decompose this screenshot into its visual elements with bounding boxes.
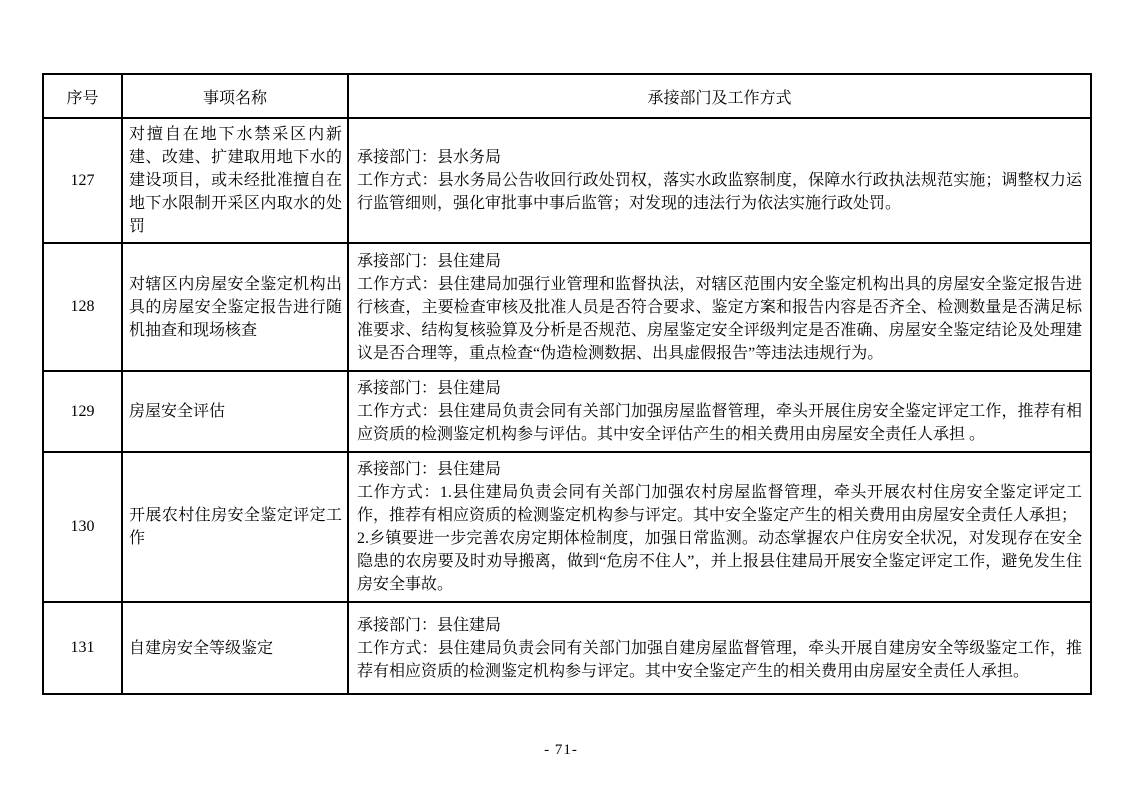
detail-method: 工作方式：县住建局负责会同有关部门加强自建房屋监督管理，牵头开展自建房安全等级鉴定工作，推荐有相应资质的检测鉴定机构参与评定。其中安全鉴定产生的相关费用由房屋安全责任人承担。 xyxy=(357,639,1082,680)
row-detail xyxy=(348,371,1091,452)
table-row xyxy=(43,602,1091,694)
row-detail xyxy=(348,243,1091,371)
detail-method: 工作方式：1.县住建局负责会同有关部门加强农村房屋监督管理，牵头开展农村住房安全鉴定评定工作，推荐有相应资质的检测鉴定机构参与评定。其中安全鉴定产生的相关费用由房屋安全责任人承担； xyxy=(357,484,1082,524)
header-dept-and-method: 承接部门及工作方式 xyxy=(348,74,1091,118)
row-index: 131 xyxy=(43,602,122,694)
row-detail xyxy=(348,118,1091,243)
header-index: 序号 xyxy=(43,74,122,118)
row-item-name: 对辖区内房屋安全鉴定机构出具的房屋安全鉴定报告进行随机抽查和现场核查 xyxy=(122,243,348,371)
row-index: 130 xyxy=(43,452,122,602)
header-item-name: 事项名称 xyxy=(122,74,348,118)
table-header-row xyxy=(43,74,1091,118)
page-number: - 71- xyxy=(544,742,578,758)
detail-department: 承接部门：县住建局 xyxy=(357,616,502,634)
table-row xyxy=(43,118,1091,243)
table-row xyxy=(43,371,1091,452)
detail-department: 承接部门：县水务局 xyxy=(357,149,502,166)
row-detail xyxy=(348,602,1091,694)
detail-method: 工作方式：县住建局加强行业管理和监督执法，对辖区范围内安全鉴定机构出具的房屋安全鉴定报告进行核查，主要检查审核及批准人员是否符合要求、鉴定方案和报告内容是否齐全、检测数量是否满足标准要求、结构复核验算及分析是否规范、房屋鉴定安全评级判定是否准确、房屋安全鉴定结论及处理建议是否合理等，重点检查“伪造检测数据、出具虚假报告”等违法违规行为。 xyxy=(357,275,1082,362)
table-row xyxy=(43,452,1091,602)
detail-extra: 2.乡镇要进一步完善农房定期体检制度，加强日常监测。动态掌握农户住房安全状况，对发现存在安全隐患的农房要及时劝导搬离，做到“危房不住人”，并上报县住建局开展安全鉴定评定工作，避免发生住房安全事故。 xyxy=(357,530,1082,593)
row-index: 127 xyxy=(43,118,122,243)
row-index: 129 xyxy=(43,371,122,452)
row-detail xyxy=(348,452,1091,602)
row-item-name: 对擅自在地下水禁采区内新建、改建、扩建取用地下水的建设项目，或未经批准擅自在地下水限制开采区内取水的处罚 xyxy=(122,118,348,243)
row-item-name: 自建房安全等级鉴定 xyxy=(122,602,348,694)
detail-department: 承接部门：县住建局 xyxy=(357,380,502,397)
items-table xyxy=(42,73,1092,695)
detail-department: 承接部门：县住建局 xyxy=(357,461,502,478)
row-item-name: 开展农村住房安全鉴定评定工作 xyxy=(122,452,348,602)
detail-method: 工作方式：县水务局公告收回行政处罚权，落实水政监察制度，保障水行政执法规范实施；调整权力运行监管细则，强化审批事中事后监管；对发现的违法行为依法实施行政处罚。 xyxy=(357,172,1082,212)
row-index: 128 xyxy=(43,243,122,371)
table-row xyxy=(43,243,1091,371)
detail-method: 工作方式：县住建局负责会同有关部门加强房屋监督管理，牵头开展住房安全鉴定评定工作，推荐有相应资质的检测鉴定机构参与评估。其中安全评估产生的相关费用由房屋安全责任人承担 。 xyxy=(357,403,1082,443)
row-item-name: 房屋安全评估 xyxy=(122,371,348,452)
detail-department: 承接部门：县住建局 xyxy=(357,252,502,270)
